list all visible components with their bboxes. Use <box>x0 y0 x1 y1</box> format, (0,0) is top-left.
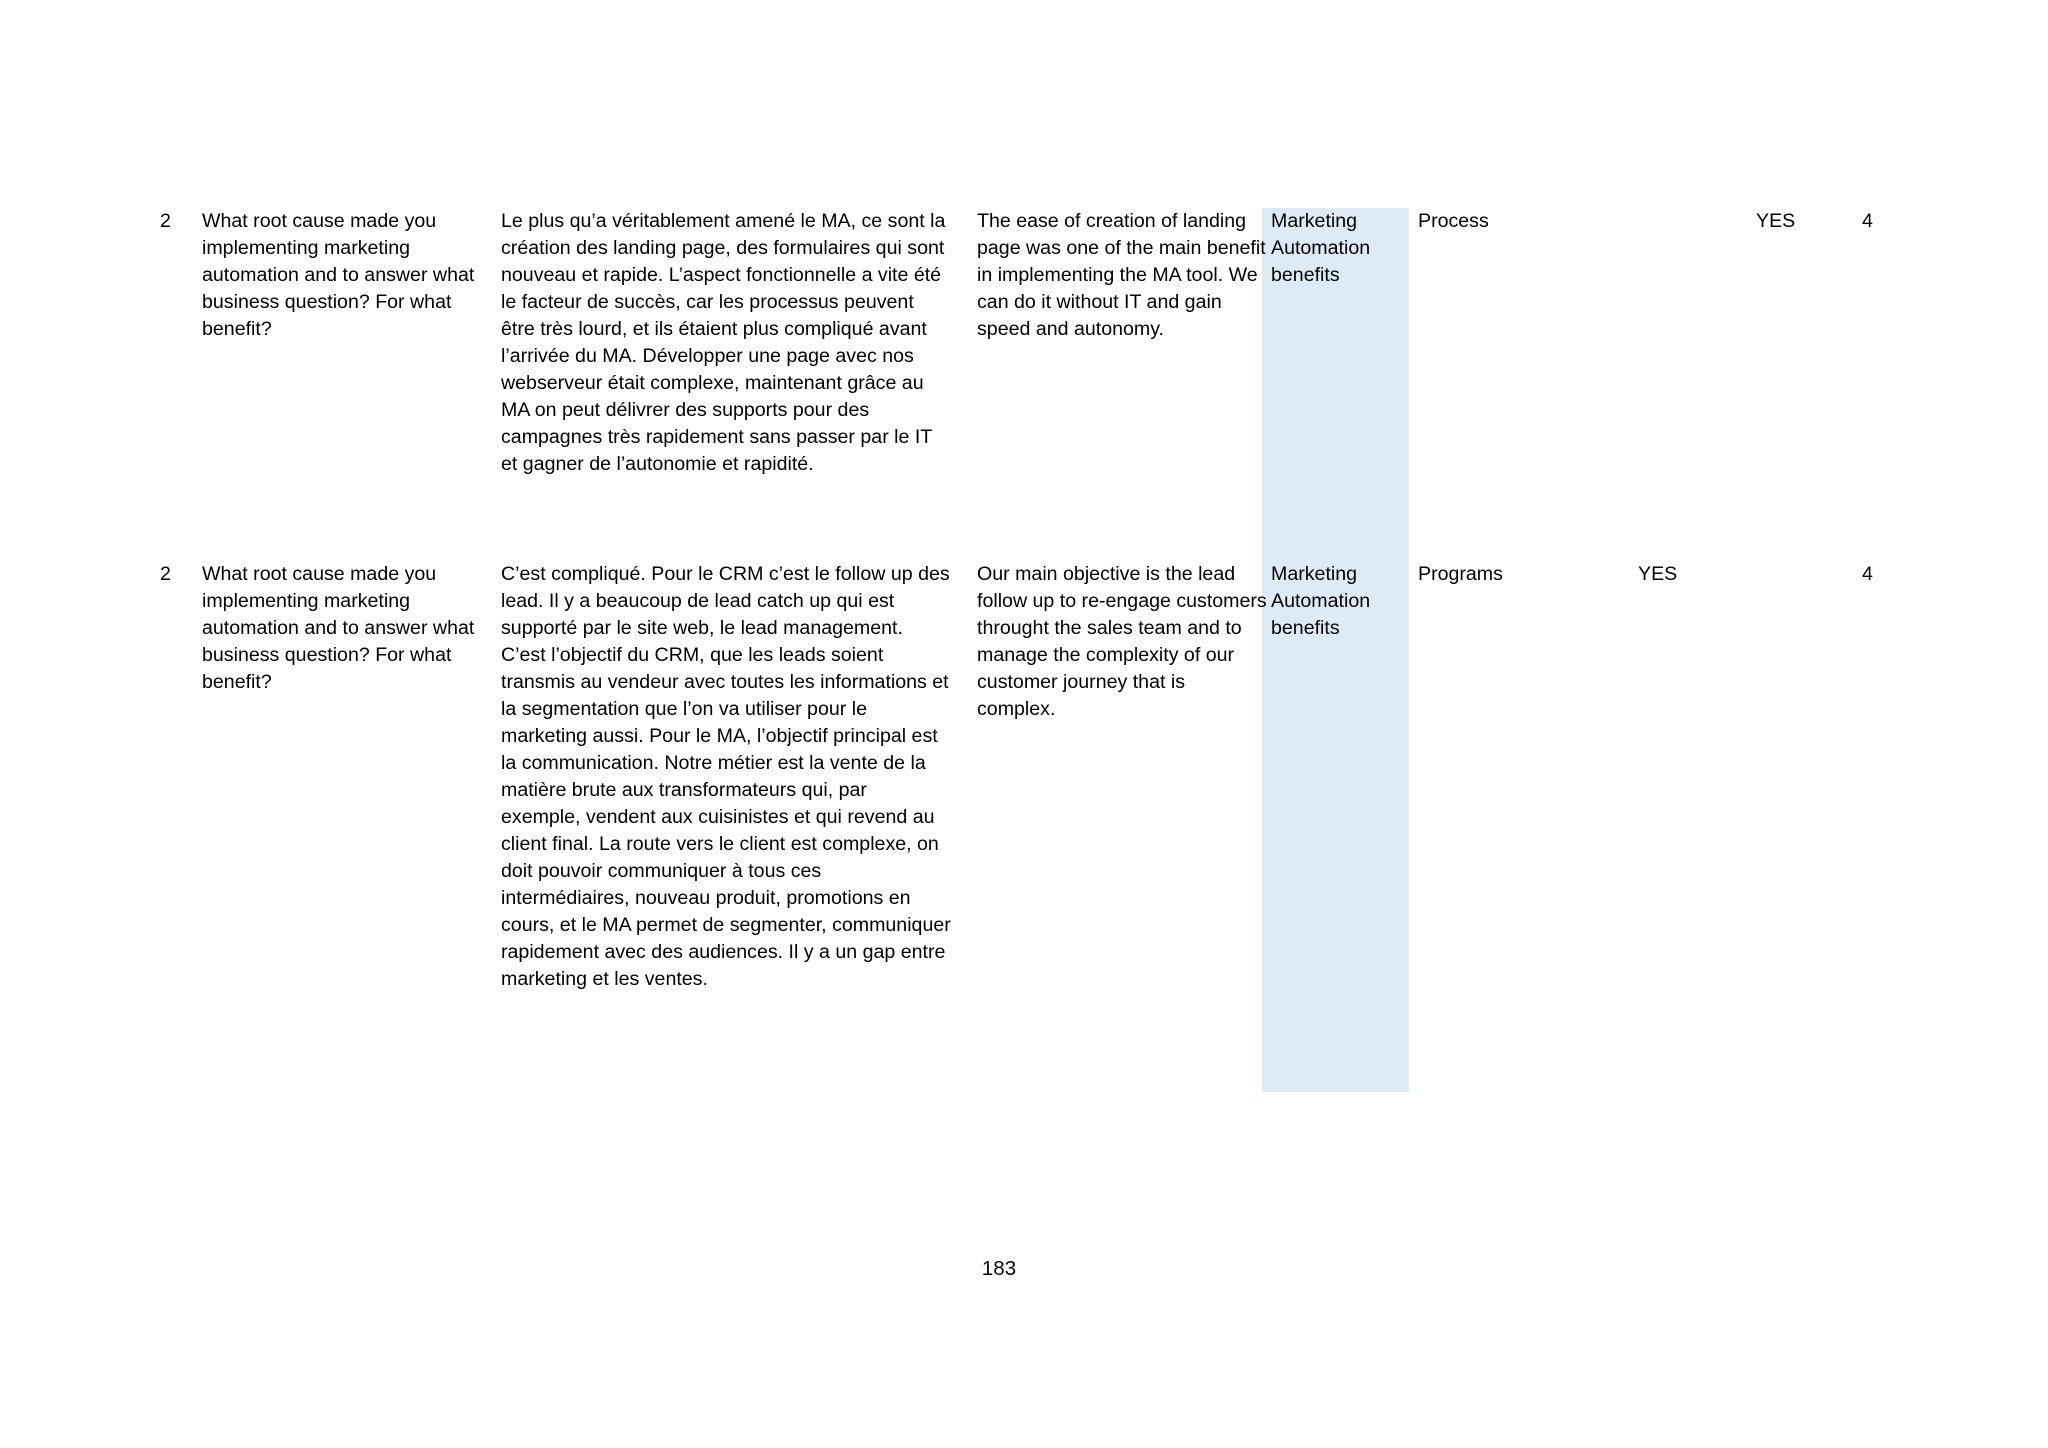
row-number: 2 <box>160 210 171 232</box>
row-number: 2 <box>160 563 171 585</box>
theme-column-shading <box>1262 208 1409 1092</box>
question-text: What root cause made you implementing marketing automation and to answer what business question? For what benefit? <box>202 210 475 340</box>
score-value: 4 <box>1862 563 1873 585</box>
english-summary: Our main objective is the lead follow up to re-engage customers throught the sales team and to manage the complexity of our customer journey that is complex. <box>977 563 1267 720</box>
question-text: What root cause made you implementing marketing automation and to answer what business question? For what benefit? <box>202 563 475 693</box>
yes-column-2: YES <box>1756 210 1796 232</box>
english-summary: The ease of creation of landing page was one of the main benefit in implementing the MA tool. We can do it without IT and gain speed and autonomy. <box>977 210 1266 340</box>
yes-column-1: YES <box>1638 563 1678 585</box>
french-answer: C’est compliqué. Pour le CRM c’est le follow up des lead. Il y a beaucoup de lead catch up qui est supporté par le site web, le lead management. C’est l’objectif du CRM, que les leads soient transmis au vendeur avec toutes les informations et la segmentation que l’on va utiliser pour le marketing aussi. Pour le MA, l’objectif principal est la communication. Notre métier est la vente de la matière brute aux transformateurs qui, par exemple, vendent aux cuisinistes et qui revend au client final. La route vers le client est complexe, on doit pouvoir communiquer à tous ces intermédiaires, nouveau produit, promotions en cours, et le MA permet de segmenter, communiquer rapidement avec des audiences. Il y a un gap entre marketing et les ventes. <box>501 563 951 990</box>
french-answer: Le plus qu’a véritablement amené le MA, ce sont la création des landing page, des formulaires qui sont nouveau et rapide. L’aspect fonctionnelle a vite été le facteur de succès, car les processus peuvent être très lourd, et ils étaient plus compliqué avant l’arrivée du MA. Développer une page avec nos webserveur était complexe, maintenant grâce au MA on peut délivrer des supports pour des campagnes très rapidement sans passer par le IT et gagner de l’autonomie et rapidité. <box>501 210 946 475</box>
page-number: 183 <box>981 1257 1017 1280</box>
category-label: Process <box>1418 210 1489 232</box>
category-label: Programs <box>1418 563 1503 585</box>
score-value: 4 <box>1862 210 1873 232</box>
theme-label: Marketing Automation benefits <box>1271 210 1371 286</box>
theme-label: Marketing Automation benefits <box>1271 563 1371 639</box>
